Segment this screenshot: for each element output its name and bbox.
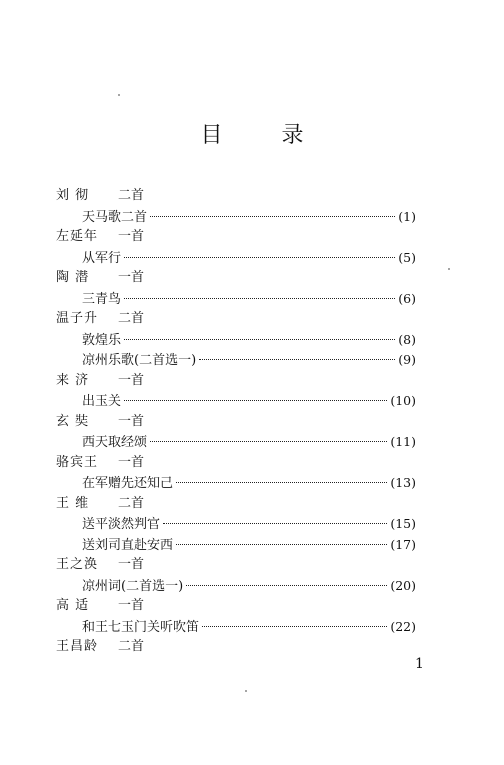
poem-title: 凉州乐歌(二首选一) <box>82 353 197 368</box>
page-title: 目 录 <box>200 123 330 148</box>
table-of-contents <box>56 186 416 658</box>
author-name: 陶 潜 <box>56 270 90 285</box>
poem-page: (9) <box>398 352 416 367</box>
author-name: 王之涣 <box>56 557 99 572</box>
poem-page: (8) <box>398 331 416 347</box>
poem-count: 一首 <box>118 229 145 244</box>
dot-leader <box>124 257 395 258</box>
toc-author-row <box>56 309 416 330</box>
toc-poem-row[interactable] <box>56 350 416 371</box>
toc-author-row <box>56 186 416 207</box>
toc-author-row <box>56 227 416 248</box>
poem-page: (20) <box>390 577 416 593</box>
dot-leader <box>176 482 387 483</box>
poem-title: 三青鸟 <box>82 291 122 307</box>
scan-speck <box>118 94 120 96</box>
toc-author-row <box>56 412 416 433</box>
dot-leader <box>124 298 395 299</box>
toc-poem-row[interactable] <box>56 432 416 453</box>
poem-page: (11) <box>390 434 416 449</box>
poem-page: (6) <box>398 290 416 306</box>
toc-poem-row[interactable] <box>56 289 416 310</box>
toc-poem-row[interactable] <box>56 330 416 351</box>
toc-poem-row[interactable] <box>56 535 416 556</box>
author-name: 玄 奘 <box>56 413 90 429</box>
dot-leader <box>202 626 387 627</box>
author-name: 骆宾王 <box>56 454 99 470</box>
toc-author-row <box>56 596 416 617</box>
toc-poem-row[interactable] <box>56 248 416 269</box>
poem-count: 一首 <box>118 372 145 388</box>
toc-author-row <box>56 268 416 289</box>
poem-title: 和王七玉门关听吹笛 <box>82 619 200 635</box>
poem-title: 敦煌乐 <box>82 332 122 348</box>
poem-count: 一首 <box>118 413 145 429</box>
dot-leader <box>124 400 387 401</box>
toc-poem-row[interactable] <box>56 207 416 228</box>
dot-leader <box>150 441 387 442</box>
toc-poem-row[interactable] <box>56 391 416 412</box>
dot-leader <box>150 216 395 217</box>
poem-title: 在军赠先还知己 <box>82 476 174 491</box>
toc-author-row <box>56 371 416 392</box>
poem-page: (13) <box>390 475 416 490</box>
poem-count: 二首 <box>118 311 145 326</box>
toc-poem-row[interactable] <box>56 617 416 638</box>
scan-speck <box>448 268 450 270</box>
author-name: 来 济 <box>56 372 90 388</box>
toc-poem-row[interactable] <box>56 576 416 597</box>
dot-leader <box>163 523 387 524</box>
dot-leader <box>199 359 395 360</box>
poem-title: 送平淡然判官 <box>82 517 161 532</box>
poem-title: 西天取经颂 <box>82 435 148 450</box>
toc-poem-row[interactable] <box>56 473 416 494</box>
poem-count: 一首 <box>118 598 145 613</box>
poem-count: 一首 <box>118 454 145 470</box>
scan-speck <box>245 690 247 692</box>
poem-count: 二首 <box>118 495 145 511</box>
poem-title: 送刘司直赴安西 <box>82 537 174 553</box>
author-name: 高 适 <box>56 598 90 613</box>
dot-leader <box>186 585 387 586</box>
toc-author-row <box>56 453 416 474</box>
poem-page: (22) <box>390 618 416 634</box>
toc-author-row <box>56 555 416 576</box>
poem-count: 一首 <box>118 270 145 285</box>
poem-count: 二首 <box>118 188 145 203</box>
author-name: 温子升 <box>56 311 99 326</box>
author-name: 王 维 <box>56 495 90 511</box>
poem-page: (17) <box>390 536 416 552</box>
poem-title: 天马歌二首 <box>82 209 148 225</box>
dot-leader <box>124 339 395 340</box>
toc-poem-row[interactable] <box>56 514 416 535</box>
poem-page: (5) <box>398 249 416 265</box>
poem-page: (10) <box>390 393 416 408</box>
author-name: 左延年 <box>56 229 99 244</box>
poem-title: 凉州词(二首选一) <box>82 578 184 594</box>
toc-author-row <box>56 637 416 658</box>
toc-author-row <box>56 494 416 515</box>
poem-count: 一首 <box>118 557 145 572</box>
author-name: 王昌龄 <box>56 639 99 654</box>
poem-title: 从军行 <box>82 250 122 266</box>
dot-leader <box>176 544 387 545</box>
poem-page: (15) <box>390 516 416 531</box>
poem-page: (1) <box>398 208 416 224</box>
poem-title: 出玉关 <box>82 394 122 409</box>
author-name: 刘 彻 <box>56 188 90 203</box>
poem-count: 二首 <box>118 639 145 654</box>
page-number: 1 <box>415 656 424 672</box>
